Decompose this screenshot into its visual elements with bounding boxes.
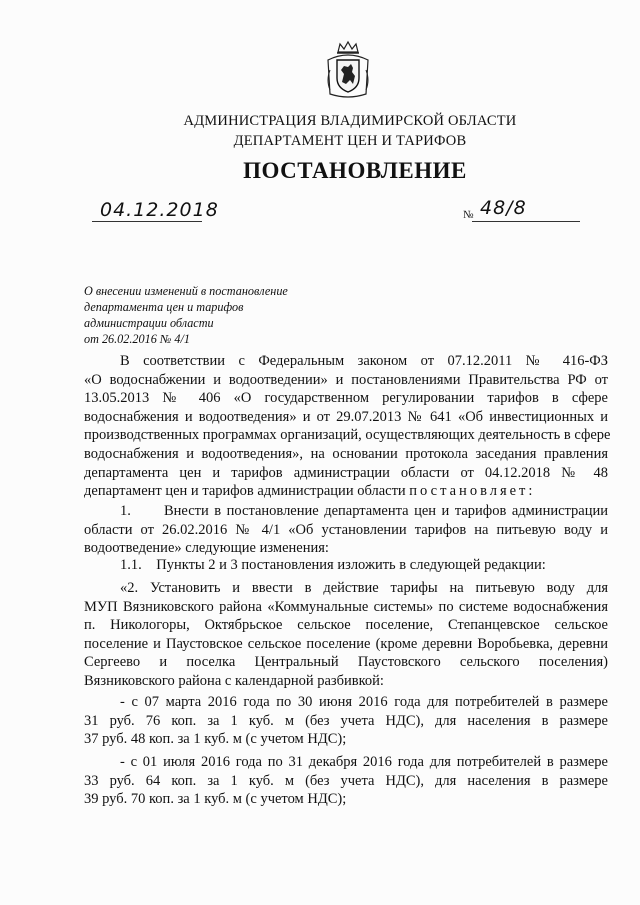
text-line: 1.1. Пункты 2 и 3 постановления изложить в следующей редакции: — [120, 557, 546, 573]
text-line: производственных программах организаций, осуществляющих деятельность в сфере — [84, 427, 611, 444]
text-line: 1. Внести в постановление департамента цен и тарифов администрации — [120, 503, 608, 519]
text-line: поселение и Паустовское сельское поселение (кроме деревни Воробьевка, деревни — [84, 635, 608, 652]
number-underline — [472, 221, 580, 222]
document-subject — [84, 283, 324, 347]
text-line: 39 руб. 70 коп. за 1 куб. м (с учетом НДС); — [84, 791, 347, 808]
subject-line: от 26.02.2016 № 4/1 — [84, 332, 190, 346]
text-line: Сергеево и поселка Центральный Паустовского сельского поселения) — [84, 654, 608, 671]
text-fragment: департамент цен и тарифов администрации области — [84, 483, 406, 500]
text-line: «2. Установить и ввести в действие тарифы на питьевую воду для — [120, 580, 608, 596]
document-number: 48/8 — [480, 197, 527, 219]
subject-line: департамента цен и тарифов — [84, 300, 244, 314]
number-label: № — [463, 209, 474, 221]
text-line: 37 руб. 48 коп. за 1 куб. м (с учетом НДС); — [84, 731, 347, 748]
subject-line: О внесении изменений в постановление — [84, 284, 288, 298]
text-line: - с 07 марта 2016 года по 30 июня 2016 года для потребителей в размере — [120, 694, 608, 710]
text-line: МУП Вязниковского района «Коммунальные системы» по системе водоснабжения — [84, 598, 608, 615]
item-1-1 — [84, 556, 608, 575]
subject-line: администрации области — [84, 316, 214, 330]
item-1 — [84, 502, 608, 558]
text-line: В соответствии с Федеральным законом от 07.12.2011 № 416-ФЗ — [120, 353, 608, 369]
org-name: АДМИНИСТРАЦИЯ ВЛАДИМИРСКОЙ ОБЛАСТИ — [183, 113, 517, 129]
text-line: - с 01 июля 2016 года по 31 декабря 2016 года для потребителей в размере — [120, 754, 608, 770]
text-line: водоснабжения и водоотведения» и от 29.07.2013 № 641 «Об инвестиционных и — [84, 408, 608, 425]
text-line: области от 26.02.2016 № 4/1 «Об установлении тарифов на питьевую воду и — [84, 521, 608, 538]
text-line: 33 руб. 64 коп. за 1 куб. м (без учета НДС), для населения в размере — [84, 772, 608, 789]
coat-of-arms-icon — [322, 40, 374, 100]
text-line: водоснабжения и водоотведения», на основании протокола заседания правления — [84, 445, 608, 462]
tariff-period-1 — [84, 693, 608, 749]
document-date: 04.12.2018 — [100, 199, 219, 221]
tariff-period-2 — [84, 753, 608, 809]
item-2 — [84, 579, 608, 691]
text-line: 31 руб. 76 коп. за 1 куб. м (без учета НДС), для населения в размере — [84, 712, 608, 729]
decree-word: постановляет: — [409, 483, 536, 500]
text-line: 13.05.2013 № 406 «О государственном регулировании тарифов в сфере — [84, 390, 608, 407]
preamble-paragraph — [84, 352, 611, 501]
text-line: «О водоснабжении и водоотведении» и постановлениями Правительства РФ от — [84, 371, 608, 388]
text-line: Вязниковского района с календарной разбивкой: — [84, 672, 384, 689]
department-name: ДЕПАРТАМЕНТ ЦЕН И ТАРИФОВ — [233, 133, 467, 149]
date-underline — [92, 221, 202, 222]
text-line: департамента цен и тарифов администрации области от 04.12.2018 № 48 — [84, 464, 608, 481]
text-line: водоотведение» следующие изменения: — [84, 540, 329, 557]
document-title: ПОСТАНОВЛЕНИЕ — [243, 158, 467, 183]
text-line: п. Никологоры, Октябрьское сельское поселение, Степанцевское сельское — [84, 617, 608, 634]
text-line — [84, 482, 608, 501]
